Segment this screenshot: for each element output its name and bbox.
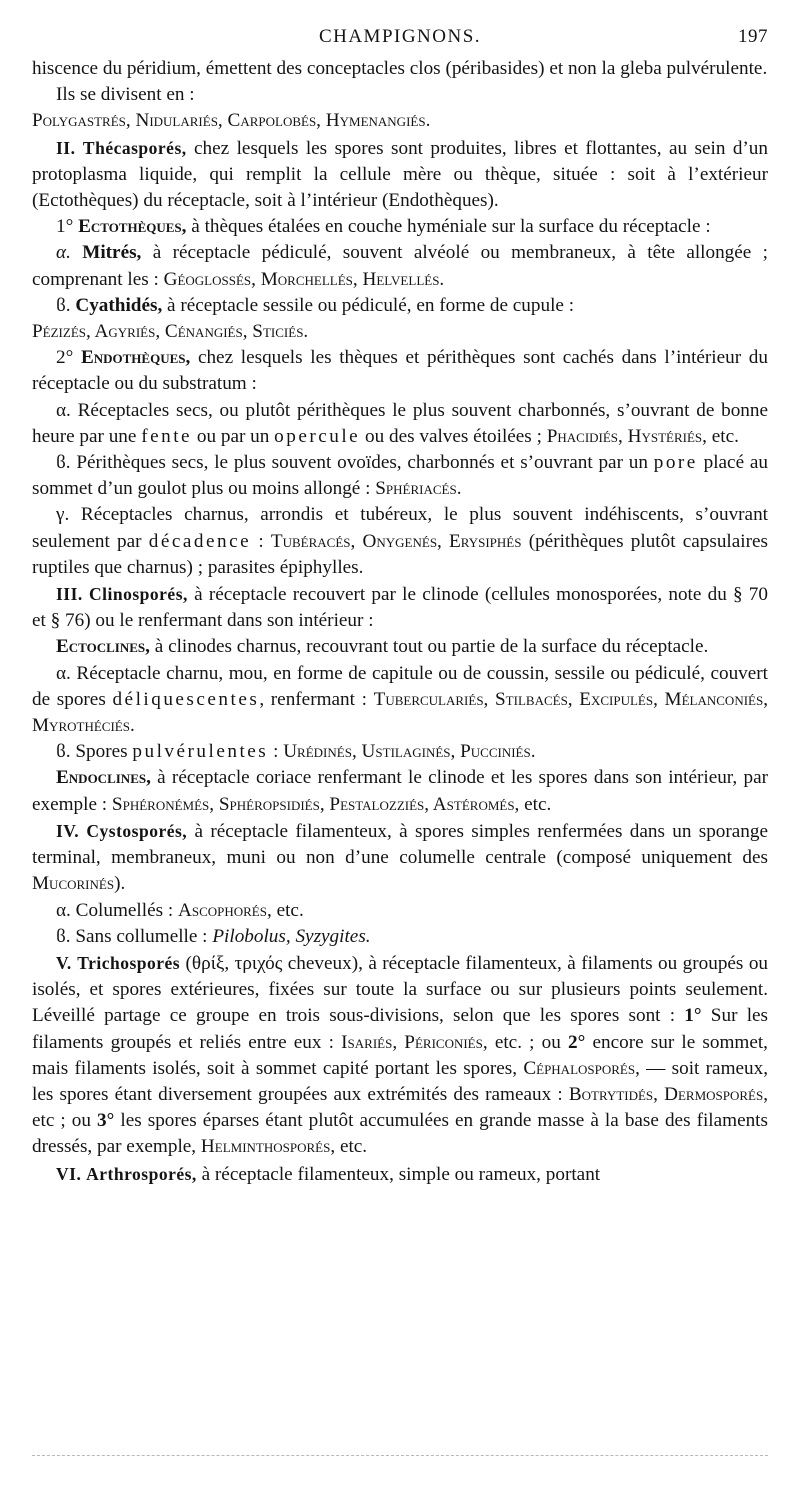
text: etc. xyxy=(519,793,552,815)
text: α. Columellés : xyxy=(56,899,178,921)
paragraph-4 xyxy=(32,135,768,215)
text: ϐ. Spores xyxy=(56,741,133,763)
text: hiscence du péridium, émettent des conceptacles clos (péribasides) et non la gleba pulvérulente. xyxy=(32,58,768,79)
taxon-list: Tubéracés, Onygenés, Erysiphés xyxy=(270,530,522,552)
group-heading: Endoclines, xyxy=(56,767,151,789)
text: Ils se divisent en : xyxy=(56,84,195,106)
body-text xyxy=(32,56,768,1188)
text: Sur les filaments groupés et reliés entre eux : xyxy=(32,1005,769,1053)
text: ou par un xyxy=(192,425,275,447)
text: — soit rameux, les spores étant diversement groupées aux extrémités des rameaux : xyxy=(32,1057,768,1105)
paragraph-7 xyxy=(32,293,768,319)
text: à réceptacle sessile ou pédiculé, en forme de cupule : xyxy=(162,294,575,316)
emphasis: opercule xyxy=(274,425,361,447)
taxon-list: Sphéronémés, Sphéropsidiés, Pestalozziés, Astéromés, xyxy=(111,793,520,815)
emphasis: déliquescentes xyxy=(112,688,260,710)
paragraph-3 xyxy=(32,108,768,134)
paragraph-11 xyxy=(32,450,768,502)
text: ). xyxy=(114,873,126,895)
text: etc. xyxy=(335,1136,368,1158)
group-heading: Endothèques, xyxy=(80,347,191,369)
taxon-list: Isariés, Périconiés, xyxy=(341,1031,488,1053)
paragraph-8 xyxy=(32,319,768,345)
paragraph-17 xyxy=(32,765,768,817)
taxon-list: Helminthosporés, xyxy=(200,1136,336,1158)
taxon-list: Mucorinés xyxy=(32,873,115,895)
group-heading: Mitrés, xyxy=(82,242,142,264)
paragraph-22 xyxy=(32,1161,768,1188)
section-number: IV. xyxy=(56,820,80,841)
page-number: 197 xyxy=(738,26,768,47)
text: (périthèques plutôt capsulaires ruptiles que charnus) ; parasites épiphylles. xyxy=(32,530,768,578)
group-heading: Ectothèques, xyxy=(78,216,187,238)
paragraph-5 xyxy=(32,214,768,240)
paragraph-21 xyxy=(32,950,768,1161)
paragraph-9 xyxy=(32,345,768,397)
text: les spores éparses étant plutôt accumulées en grande masse à la base des filaments dressés, par exemple, xyxy=(32,1110,768,1158)
item-number: 2° xyxy=(56,347,81,369)
text: etc. ; ou xyxy=(487,1031,569,1053)
paragraph-12 xyxy=(32,502,768,581)
taxon-list: Tuberculariés, Stilbacés, Excipulés, Mélanconiés, Myrothéciés. xyxy=(32,688,768,737)
text: à thèques étalées en couche hyméniale sur la surface du réceptacle : xyxy=(186,216,711,238)
paragraph-13 xyxy=(32,581,768,634)
text: à réceptacle filamenteux, simple ou rameux, portant xyxy=(196,1163,601,1185)
section-number: II. xyxy=(56,137,76,158)
item-letter: α. xyxy=(56,242,83,264)
book-page xyxy=(32,26,768,1188)
text: à réceptacle recouvert par le clinode (cellules monosporées, note du § 70 et § 76) ou le renfermant dans son intérieur : xyxy=(32,584,768,632)
item-number: 1° xyxy=(56,216,79,238)
emphasis: fente xyxy=(141,425,193,447)
text: à réceptacle pédiculé, souvent alvéolé ou membraneux, à tête allongée ; comprenant les : xyxy=(32,242,768,290)
group-heading: Ectoclines, xyxy=(56,636,150,658)
item-letter: ϐ. xyxy=(56,294,76,316)
text: : xyxy=(251,530,271,552)
text: placé au sommet d’un goulot plus ou moins allongé : xyxy=(32,452,768,500)
text: à réceptacle coriace renfermant le clinode et les spores dans son intérieur, par exemple : xyxy=(32,767,768,815)
paragraph-20 xyxy=(32,924,768,950)
footer-dotted-rule xyxy=(32,1455,768,1456)
paragraph-1 xyxy=(32,56,768,82)
running-head xyxy=(32,26,768,56)
section-number: VI. xyxy=(56,1163,82,1184)
text: à clinodes charnus, recouvrant tout ou partie de la surface du réceptacle. xyxy=(149,636,709,658)
text: etc. xyxy=(706,425,739,447)
text: ϐ. Sans collumelle : xyxy=(56,925,213,947)
running-title: CHAMPIGNONS. xyxy=(318,26,482,47)
taxon-list: Géoglossés, Morchellés, Helvellés. xyxy=(163,268,445,290)
text: chez lesquels les spores sont produites, libres et flottantes, au sein d’un protoplasma liquide, qui remplit la cellule mère ou thèque, située : soit à l’extérieur (Ectothèques) du réceptacle, soit à l’intérieur (Endothèques). xyxy=(32,137,768,212)
paragraph-19 xyxy=(32,898,768,924)
taxon-list: Polygastrés, Nidulariés, Carpolobés, Hymenangiés. xyxy=(32,110,431,132)
emphasis: pulvérulentes xyxy=(132,741,269,763)
taxon-list: Pézizés, Agyriés, Cénangiés, Sticiés. xyxy=(32,321,309,343)
paragraph-14 xyxy=(32,634,768,660)
text: à réceptacle filamenteux, à spores simples renfermées dans un sporange terminal, membraneux, muni ou non d’une columelle centrale (composé uniquement des xyxy=(32,820,768,869)
text: etc ; ou xyxy=(32,1110,98,1132)
text: : xyxy=(268,741,284,763)
paragraph-18 xyxy=(32,818,768,898)
section-heading: Trichosporés xyxy=(77,952,181,973)
section-number: V. xyxy=(56,952,72,973)
section-heading: Clinosporés, xyxy=(89,584,188,605)
text: ϐ. Périthèques secs, le plus souvent ovoïdes, charbonnés et s’ouvrant par un xyxy=(56,452,654,474)
text: α. Réceptacles secs, ou plutôt périthèques le plus souvent charbonnés, s’ouvrant de bonne heure par une xyxy=(32,399,768,447)
taxon-list: Botrytidés, Dermosporés, xyxy=(568,1083,769,1105)
genus-list: Pilobolus, Syzygites. xyxy=(212,925,371,947)
item-number: 2° xyxy=(568,1031,586,1053)
section-heading: Cystosporés, xyxy=(86,820,188,841)
text: γ. Réceptacles charnus, arrondis et tubéreux, le plus souvent indéhiscents, s’ouvrant seulement par xyxy=(32,504,768,552)
taxon-list: Céphalosporés, xyxy=(523,1057,640,1079)
taxon-list: Ascophorés, xyxy=(177,899,272,921)
emphasis: décadence xyxy=(148,530,252,552)
paragraph-10 xyxy=(32,398,768,450)
taxon-list: Sphériacés. xyxy=(375,478,462,500)
text: α. Réceptacle charnu, mou, en forme de capitule ou de coussin, sessile ou pédiculé, couvert de spores xyxy=(32,662,768,710)
item-number: 1° xyxy=(684,1005,702,1027)
paragraph-15 xyxy=(32,661,768,740)
item-number: 3° xyxy=(97,1110,115,1132)
paragraph-6 xyxy=(32,240,768,292)
section-heading: Thécasporés, xyxy=(82,137,187,158)
text: , renfermant : xyxy=(259,688,374,710)
emphasis: pore xyxy=(653,452,698,474)
paragraph-16 xyxy=(32,739,768,765)
section-heading: Arthrosporés, xyxy=(86,1163,197,1184)
group-heading: Cyathidés, xyxy=(75,294,163,316)
text: (θρίξ, τριχός cheveux), à réceptacle filamenteux, à filaments ou groupés ou isolés, et spores extérieures, fixées sur toute la surface ou sur plusieurs points seulement. Léveillé partage ce groupe en trois sous-divisions, selon que les spores sont : xyxy=(32,952,769,1027)
text: chez lesquels les thèques et périthèques sont cachés dans l’intérieur du réceptacle ou du substratum : xyxy=(32,347,768,395)
paragraph-2 xyxy=(32,82,768,108)
text: ou des valves étoilées ; xyxy=(360,425,547,447)
text: etc. xyxy=(271,899,304,921)
text: encore sur le sommet, mais filaments isolés, soit à sommet capité portant les spores, xyxy=(32,1031,768,1079)
section-number: III. xyxy=(56,584,83,605)
taxon-list: Urédinés, Ustilaginés, Pucciniés. xyxy=(283,741,536,763)
taxon-list: Phacidiés, Hystériés, xyxy=(546,425,707,447)
